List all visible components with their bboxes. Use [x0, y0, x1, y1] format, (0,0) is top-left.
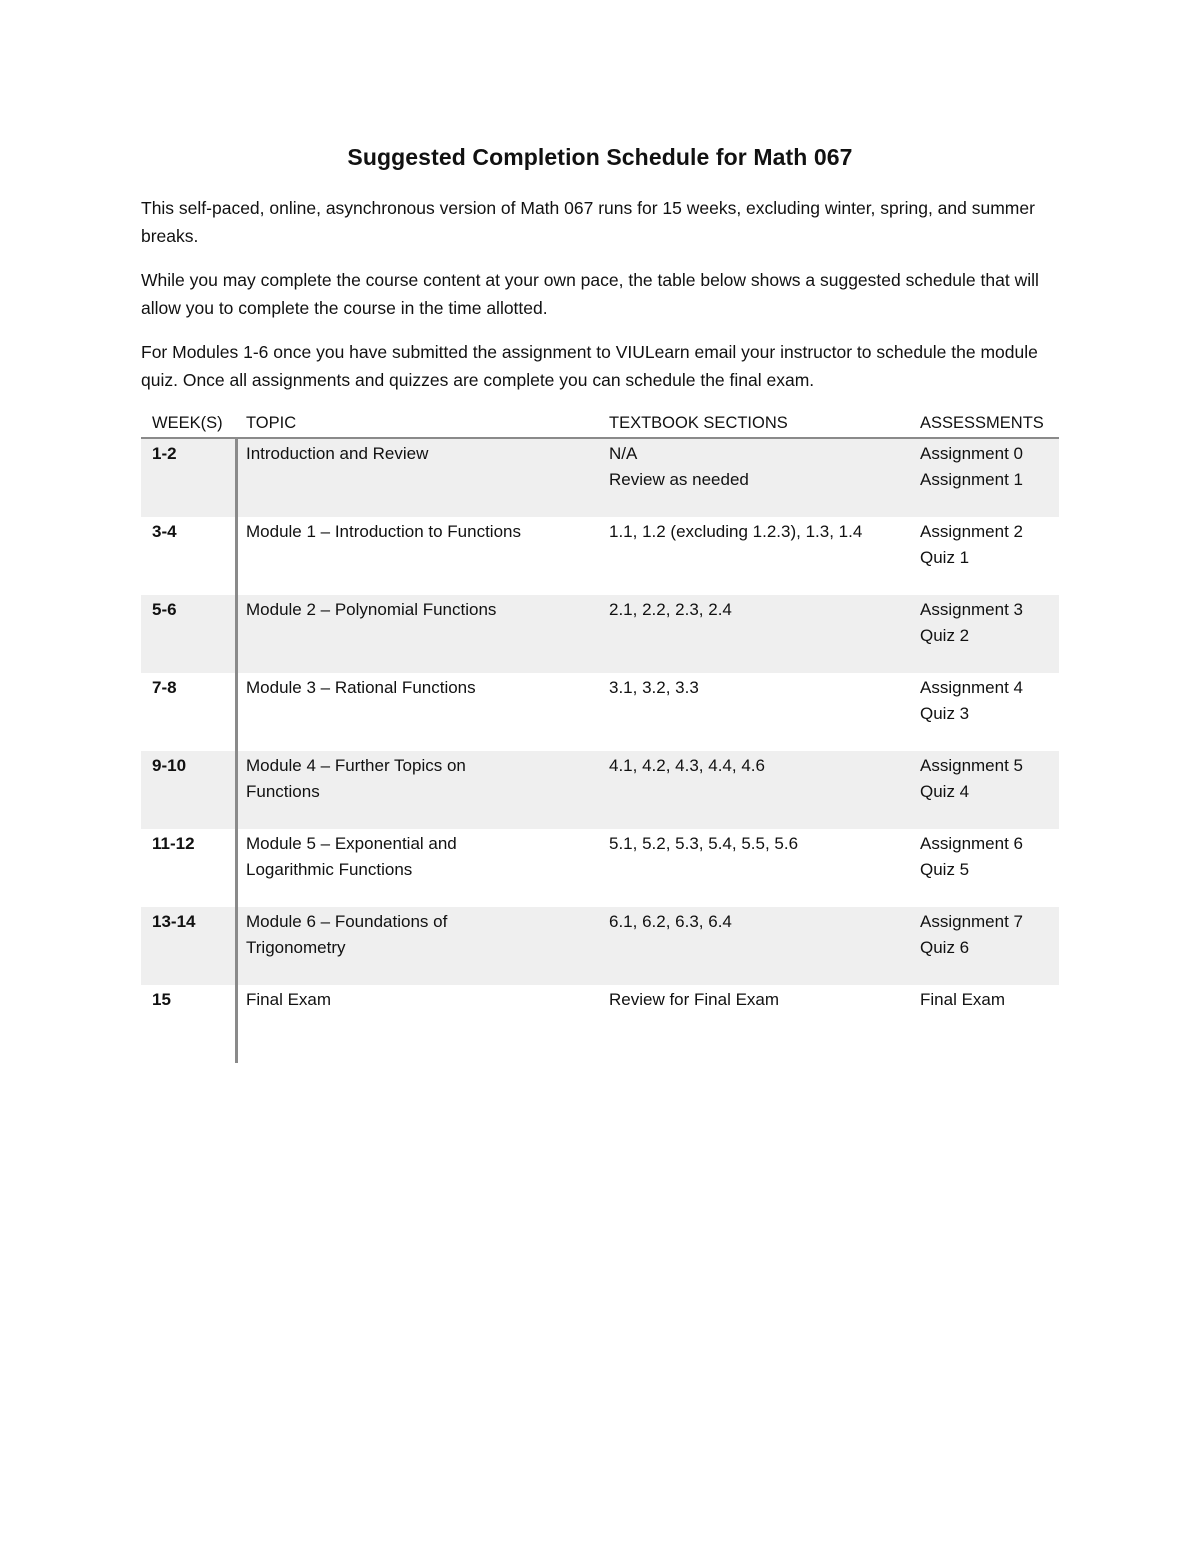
sections-cell	[599, 595, 910, 673]
assessment-line-2: Quiz 4	[920, 782, 970, 801]
assessment-line-2: Quiz 3	[920, 704, 970, 723]
sections-cell	[599, 673, 910, 751]
assessments-cell	[910, 439, 1059, 517]
assessments-cell	[910, 673, 1059, 751]
table-row	[141, 673, 1059, 751]
sections-cell	[599, 907, 910, 985]
table-header-row	[141, 409, 1059, 439]
sections-line-1: 3.1, 3.2, 3.3	[609, 678, 699, 697]
table-row	[141, 751, 1059, 829]
sections-cell	[599, 751, 910, 829]
weeks-cell	[141, 673, 238, 751]
topic-cell	[238, 907, 599, 985]
weeks-cell	[141, 907, 238, 985]
weeks-value: 5-6	[152, 600, 177, 619]
header-assessments: ASSESSMENTS	[920, 414, 1044, 432]
topic-cell	[238, 517, 599, 595]
topic-line-1: Final Exam	[246, 990, 332, 1009]
assessment-line-2: Quiz 2	[920, 626, 970, 645]
table-row	[141, 985, 1059, 1063]
sections-cell	[599, 829, 910, 907]
weeks-value: 1-2	[152, 444, 177, 463]
header-topic: TOPIC	[246, 414, 297, 432]
intro-paragraph: This self-paced, online, asynchronous version of Math 067 runs for 15 weeks, excluding winter, spring, and summer breaks.	[141, 198, 1035, 246]
topic-line-2: Logarithmic Functions	[246, 860, 413, 879]
sections-line-2: Review as needed	[609, 470, 749, 489]
assessment-line-2: Assignment 1	[920, 470, 1023, 489]
assessment-line-2: Quiz 6	[920, 938, 970, 957]
weeks-cell	[141, 595, 238, 673]
sections-cell	[599, 439, 910, 517]
topic-line-1: Module 6 – Foundations of	[246, 912, 448, 931]
assessment-line-1: Assignment 3	[920, 600, 1023, 619]
assessment-line-1: Assignment 4	[920, 678, 1023, 697]
assessments-cell	[910, 985, 1059, 1063]
sections-line-1: 2.1, 2.2, 2.3, 2.4	[609, 600, 732, 619]
assessment-line-1: Assignment 6	[920, 834, 1023, 853]
header-textbook-sections: TEXTBOOK SECTIONS	[609, 414, 788, 432]
weeks-value: 3-4	[152, 522, 177, 541]
weeks-value: 9-10	[152, 756, 187, 775]
weeks-value: 11-12	[152, 834, 195, 853]
topic-cell	[238, 673, 599, 751]
weeks-cell	[141, 517, 238, 595]
sections-cell	[599, 985, 910, 1063]
weeks-value: 7-8	[152, 678, 177, 697]
sections-line-1: Review for Final Exam	[609, 990, 780, 1009]
quiz-instructions-paragraph: For Modules 1-6 once you have submitted the assignment to VIULearn email your instructor to schedule the module quiz. Once all assignments and quizzes are complete you can schedule the final exam.	[141, 342, 1038, 390]
assessments-cell	[910, 907, 1059, 985]
weeks-value: 13-14	[152, 912, 196, 931]
weeks-cell	[141, 985, 238, 1063]
table-row	[141, 517, 1059, 595]
topic-cell	[238, 595, 599, 673]
topic-cell	[238, 829, 599, 907]
sections-line-1: N/A	[609, 444, 638, 463]
table-row	[141, 907, 1059, 985]
assessments-cell	[910, 751, 1059, 829]
assessments-cell	[910, 595, 1059, 673]
topic-cell	[238, 439, 599, 517]
assessments-cell	[910, 517, 1059, 595]
topic-cell	[238, 985, 599, 1063]
sections-line-1: 6.1, 6.2, 6.3, 6.4	[609, 912, 732, 931]
assessment-line-1: Assignment 5	[920, 756, 1023, 775]
assessment-line-1: Assignment 7	[920, 912, 1023, 931]
topic-line-1: Introduction and Review	[246, 444, 429, 463]
schedule-table	[141, 409, 1059, 1063]
sections-line-1: 4.1, 4.2, 4.3, 4.4, 4.6	[609, 756, 765, 775]
weeks-value: 15	[152, 990, 171, 1009]
header-weeks: WEEK(S)	[152, 414, 223, 432]
assessments-cell	[910, 829, 1059, 907]
sections-line-1: 1.1, 1.2 (excluding 1.2.3), 1.3, 1.4	[609, 522, 863, 541]
sections-line-1: 5.1, 5.2, 5.3, 5.4, 5.5, 5.6	[609, 834, 799, 853]
sections-cell	[599, 517, 910, 595]
assessment-line-1: Assignment 2	[920, 522, 1023, 541]
topic-line-1: Module 1 – Introduction to Functions	[246, 522, 521, 541]
assessment-line-2: Quiz 5	[920, 860, 970, 879]
topic-line-1: Module 5 – Exponential and	[246, 834, 457, 853]
pace-paragraph: While you may complete the course content at your own pace, the table below shows a suggested schedule that will allow you to complete the course in the time allotted.	[141, 270, 1039, 318]
page-title: Suggested Completion Schedule for Math 067	[347, 144, 853, 170]
weeks-cell	[141, 439, 238, 517]
table-row	[141, 595, 1059, 673]
weeks-cell	[141, 751, 238, 829]
assessment-line-1: Final Exam	[920, 990, 1006, 1009]
topic-line-1: Module 4 – Further Topics on	[246, 756, 466, 775]
table-row	[141, 439, 1059, 517]
topic-line-1: Module 3 – Rational Functions	[246, 678, 476, 697]
table-row	[141, 829, 1059, 907]
topic-line-2: Functions	[246, 782, 320, 801]
topic-line-2: Trigonometry	[246, 938, 346, 957]
topic-cell	[238, 751, 599, 829]
assessment-line-1: Assignment 0	[920, 444, 1023, 463]
assessment-line-2: Quiz 1	[920, 548, 970, 567]
topic-line-1: Module 2 – Polynomial Functions	[246, 600, 497, 619]
table-body	[141, 439, 1059, 1063]
weeks-cell	[141, 829, 238, 907]
